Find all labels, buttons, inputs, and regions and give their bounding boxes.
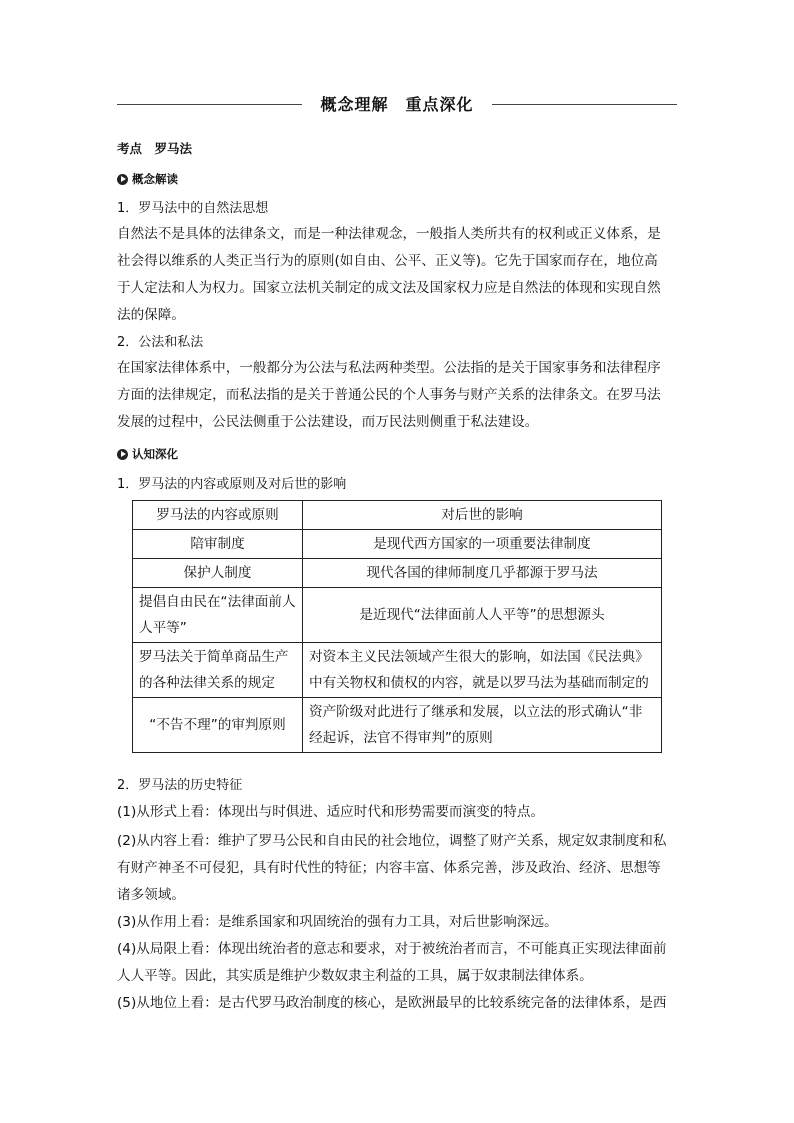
section-header xyxy=(117,92,677,118)
table-header-row xyxy=(133,501,662,530)
table-row xyxy=(133,530,662,559)
table-cell: 提倡自由民在“法律面前人人平等” xyxy=(133,588,303,643)
section-label-text: 概念解读 xyxy=(132,172,178,186)
influence-table xyxy=(132,500,662,753)
feature-line: 人人平等。因此，其实质是维护少数奴隶主利益的工具，属于奴隶制法律体系。 xyxy=(117,968,593,984)
table-cell: 是近现代“法律面前人人平等”的思想源头 xyxy=(303,588,662,643)
paragraph-line: 发展的过程中，公民法侧重于公法建设，而万民法则侧重于私法建设。 xyxy=(117,414,539,430)
feature-line: (5)从地位上看：是古代罗马政治制度的核心，是欧洲最早的比较系统完备的法律体系，是西 xyxy=(117,995,667,1011)
table-cell: 是现代西方国家的一项重要法律制度 xyxy=(303,530,662,559)
table-header-cell: 对后世的影响 xyxy=(303,501,662,530)
table-row xyxy=(133,588,662,643)
table-header-cell: 罗马法的内容或原则 xyxy=(133,501,303,530)
heading-content-influence: 1．罗马法的内容或原则及对后世的影响 xyxy=(117,477,347,492)
feature-line: 有财产神圣不可侵犯，具有时代性的特征；内容丰富、体系完善，涉及政治、经济、思想等 xyxy=(117,860,661,876)
feature-line: (3)从作用上看：是维系国家和巩固统治的强有力工具，对后世影响深远。 xyxy=(117,914,558,930)
section-label-text: 认知深化 xyxy=(132,447,178,461)
table-cell: 对资本主义民法领域产生很大的影响，如法国《民法典》中有关物权和债权的内容，就是以罗马法为基础而制定的 xyxy=(303,643,662,698)
paragraph-line: 方面的法律规定，而私法指的是关于普通公民的个人事务与财产关系的法律条文。在罗马法 xyxy=(117,387,661,403)
play-circle-icon xyxy=(117,449,128,460)
topic-label: 考点 罗马法 xyxy=(117,141,193,156)
header-title: 概念理解 重点深化 xyxy=(320,95,474,114)
feature-line: (2)从内容上看：维护了罗马公民和自由民的社会地位，调整了财产关系，规定奴隶制度和私 xyxy=(117,833,667,849)
table-cell: 陪审制度 xyxy=(133,530,303,559)
heading-historical-features: 2．罗马法的历史特征 xyxy=(117,778,243,793)
paragraph-line: 法的保障。 xyxy=(117,307,185,323)
table-row xyxy=(133,698,662,753)
table-cell: “不告不理”的审判原则 xyxy=(133,698,303,753)
section-label-deepen xyxy=(117,446,178,462)
section-label-concept xyxy=(117,171,178,187)
table-cell: 现代各国的律师制度几乎都源于罗马法 xyxy=(303,559,662,588)
paragraph-line: 在国家法律体系中，一般都分为公法与私法两种类型。公法指的是关于国家事务和法律程序 xyxy=(117,360,661,376)
feature-line: 诸多领域。 xyxy=(117,887,185,903)
paragraph-line: 于人定法和人为权力。国家立法机关制定的成文法及国家权力应是自然法的体现和实现自然 xyxy=(117,280,661,296)
heading-public-private-law: 2．公法和私法 xyxy=(117,335,204,350)
feature-line: (1)从形式上看：体现出与时俱进、适应时代和形势需要而演变的特点。 xyxy=(117,804,545,820)
feature-line: (4)从局限上看：体现出统治者的意志和要求，对于被统治者而言，不可能真正实现法律面前 xyxy=(117,941,667,957)
table-cell: 资产阶级对此进行了继承和发展，以立法的形式确认“非经起诉，法官不得审判”的原则 xyxy=(303,698,662,753)
play-circle-icon xyxy=(117,174,128,185)
paragraph-line: 社会得以维系的人类正当行为的原则(如自由、公平、正义等)。它先于国家而存在，地位高 xyxy=(117,253,658,269)
header-rule-right xyxy=(492,104,677,105)
paragraph-line: 自然法不是具体的法律条文，而是一种法律观念，一般指人类所共有的权利或正义体系，是 xyxy=(117,226,661,242)
heading-natural-law: 1．罗马法中的自然法思想 xyxy=(117,201,269,216)
table-row xyxy=(133,559,662,588)
table-cell: 罗马法关于简单商品生产的各种法律关系的规定 xyxy=(133,643,303,698)
table-cell: 保护人制度 xyxy=(133,559,303,588)
table-row xyxy=(133,643,662,698)
